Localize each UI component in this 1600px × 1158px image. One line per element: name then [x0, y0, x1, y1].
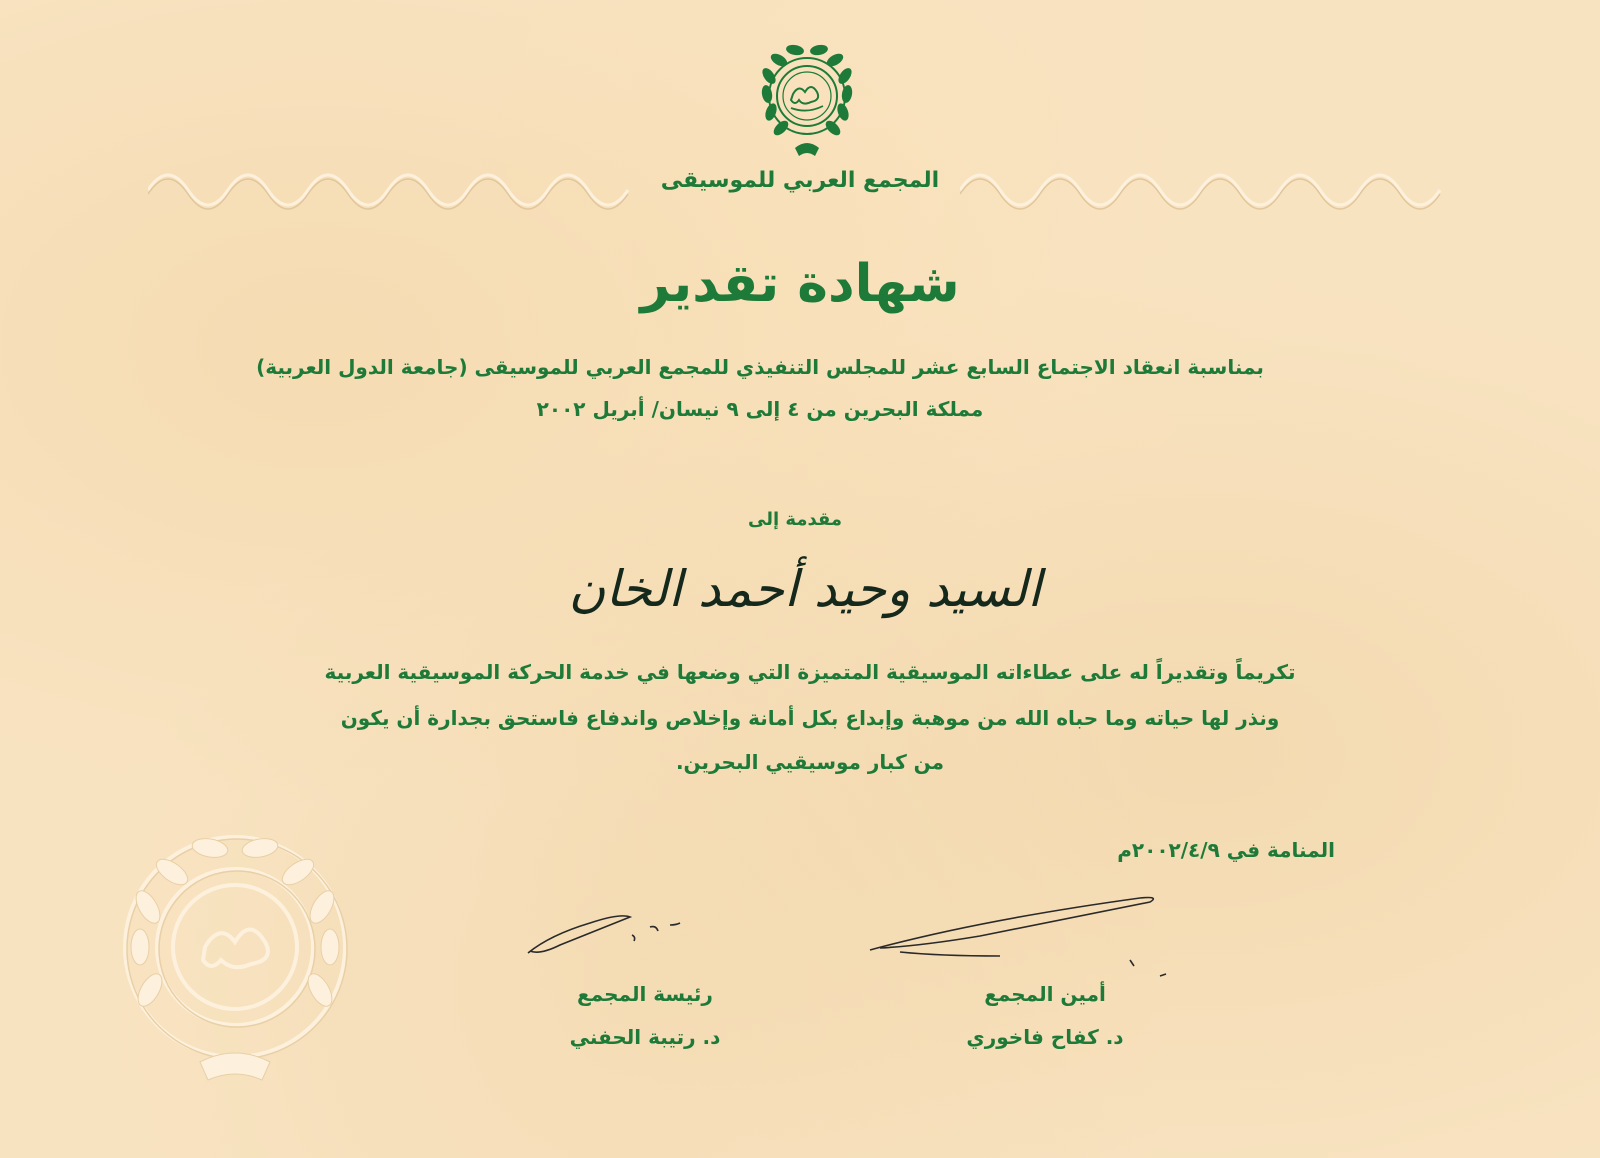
- signature-president: [520, 905, 720, 965]
- president-role: رئيسة المجمع: [577, 982, 713, 1006]
- presented-to-label: مقدمة إلى: [748, 509, 842, 530]
- certificate-title: شهادة تقدير: [640, 254, 960, 314]
- embossed-seal: [100, 812, 370, 1112]
- occasion-line-2: مملكة البحرين من ٤ إلى ٩ نيسان/ أبريل ٢٠٠٢: [536, 397, 984, 421]
- recipient-name: السيد وحيد أحمد الخان: [568, 560, 1042, 618]
- signature-secretary: [860, 890, 1190, 980]
- secretary-name: د. كفاح فاخوري: [966, 1025, 1124, 1049]
- embossed-ornament-right: [960, 150, 1460, 210]
- citation-line-1: تكريماً وتقديراً له على عطاءاته الموسيقية المتميزة التي وضعها في خدمة الحركة الموسيقية العربية: [324, 660, 1296, 684]
- citation-line-2: ونذر لها حياته وما حباه الله من موهبة وإبداع بكل أمانة وإخلاص واندفاع فاستحق بجدارة أن يكون: [340, 706, 1280, 730]
- citation-line-3: من كبار موسيقيي البحرين.: [675, 750, 945, 774]
- president-name: د. رتيبة الحفني: [569, 1025, 721, 1049]
- place-date: المنامة في ٢٠٠٢/٤/٩م: [1117, 838, 1335, 862]
- organization-name: المجمع العربي للموسيقى: [660, 168, 940, 193]
- arab-league-emblem: [745, 36, 869, 166]
- embossed-ornament-left: [148, 150, 648, 210]
- occasion-line-1: بمناسبة انعقاد الاجتماع السابع عشر للمجلس التنفيذي للمجمع العربي للموسيقى (جامعة الدول العربية): [256, 355, 1264, 379]
- secretary-role: أمين المجمع: [984, 982, 1106, 1006]
